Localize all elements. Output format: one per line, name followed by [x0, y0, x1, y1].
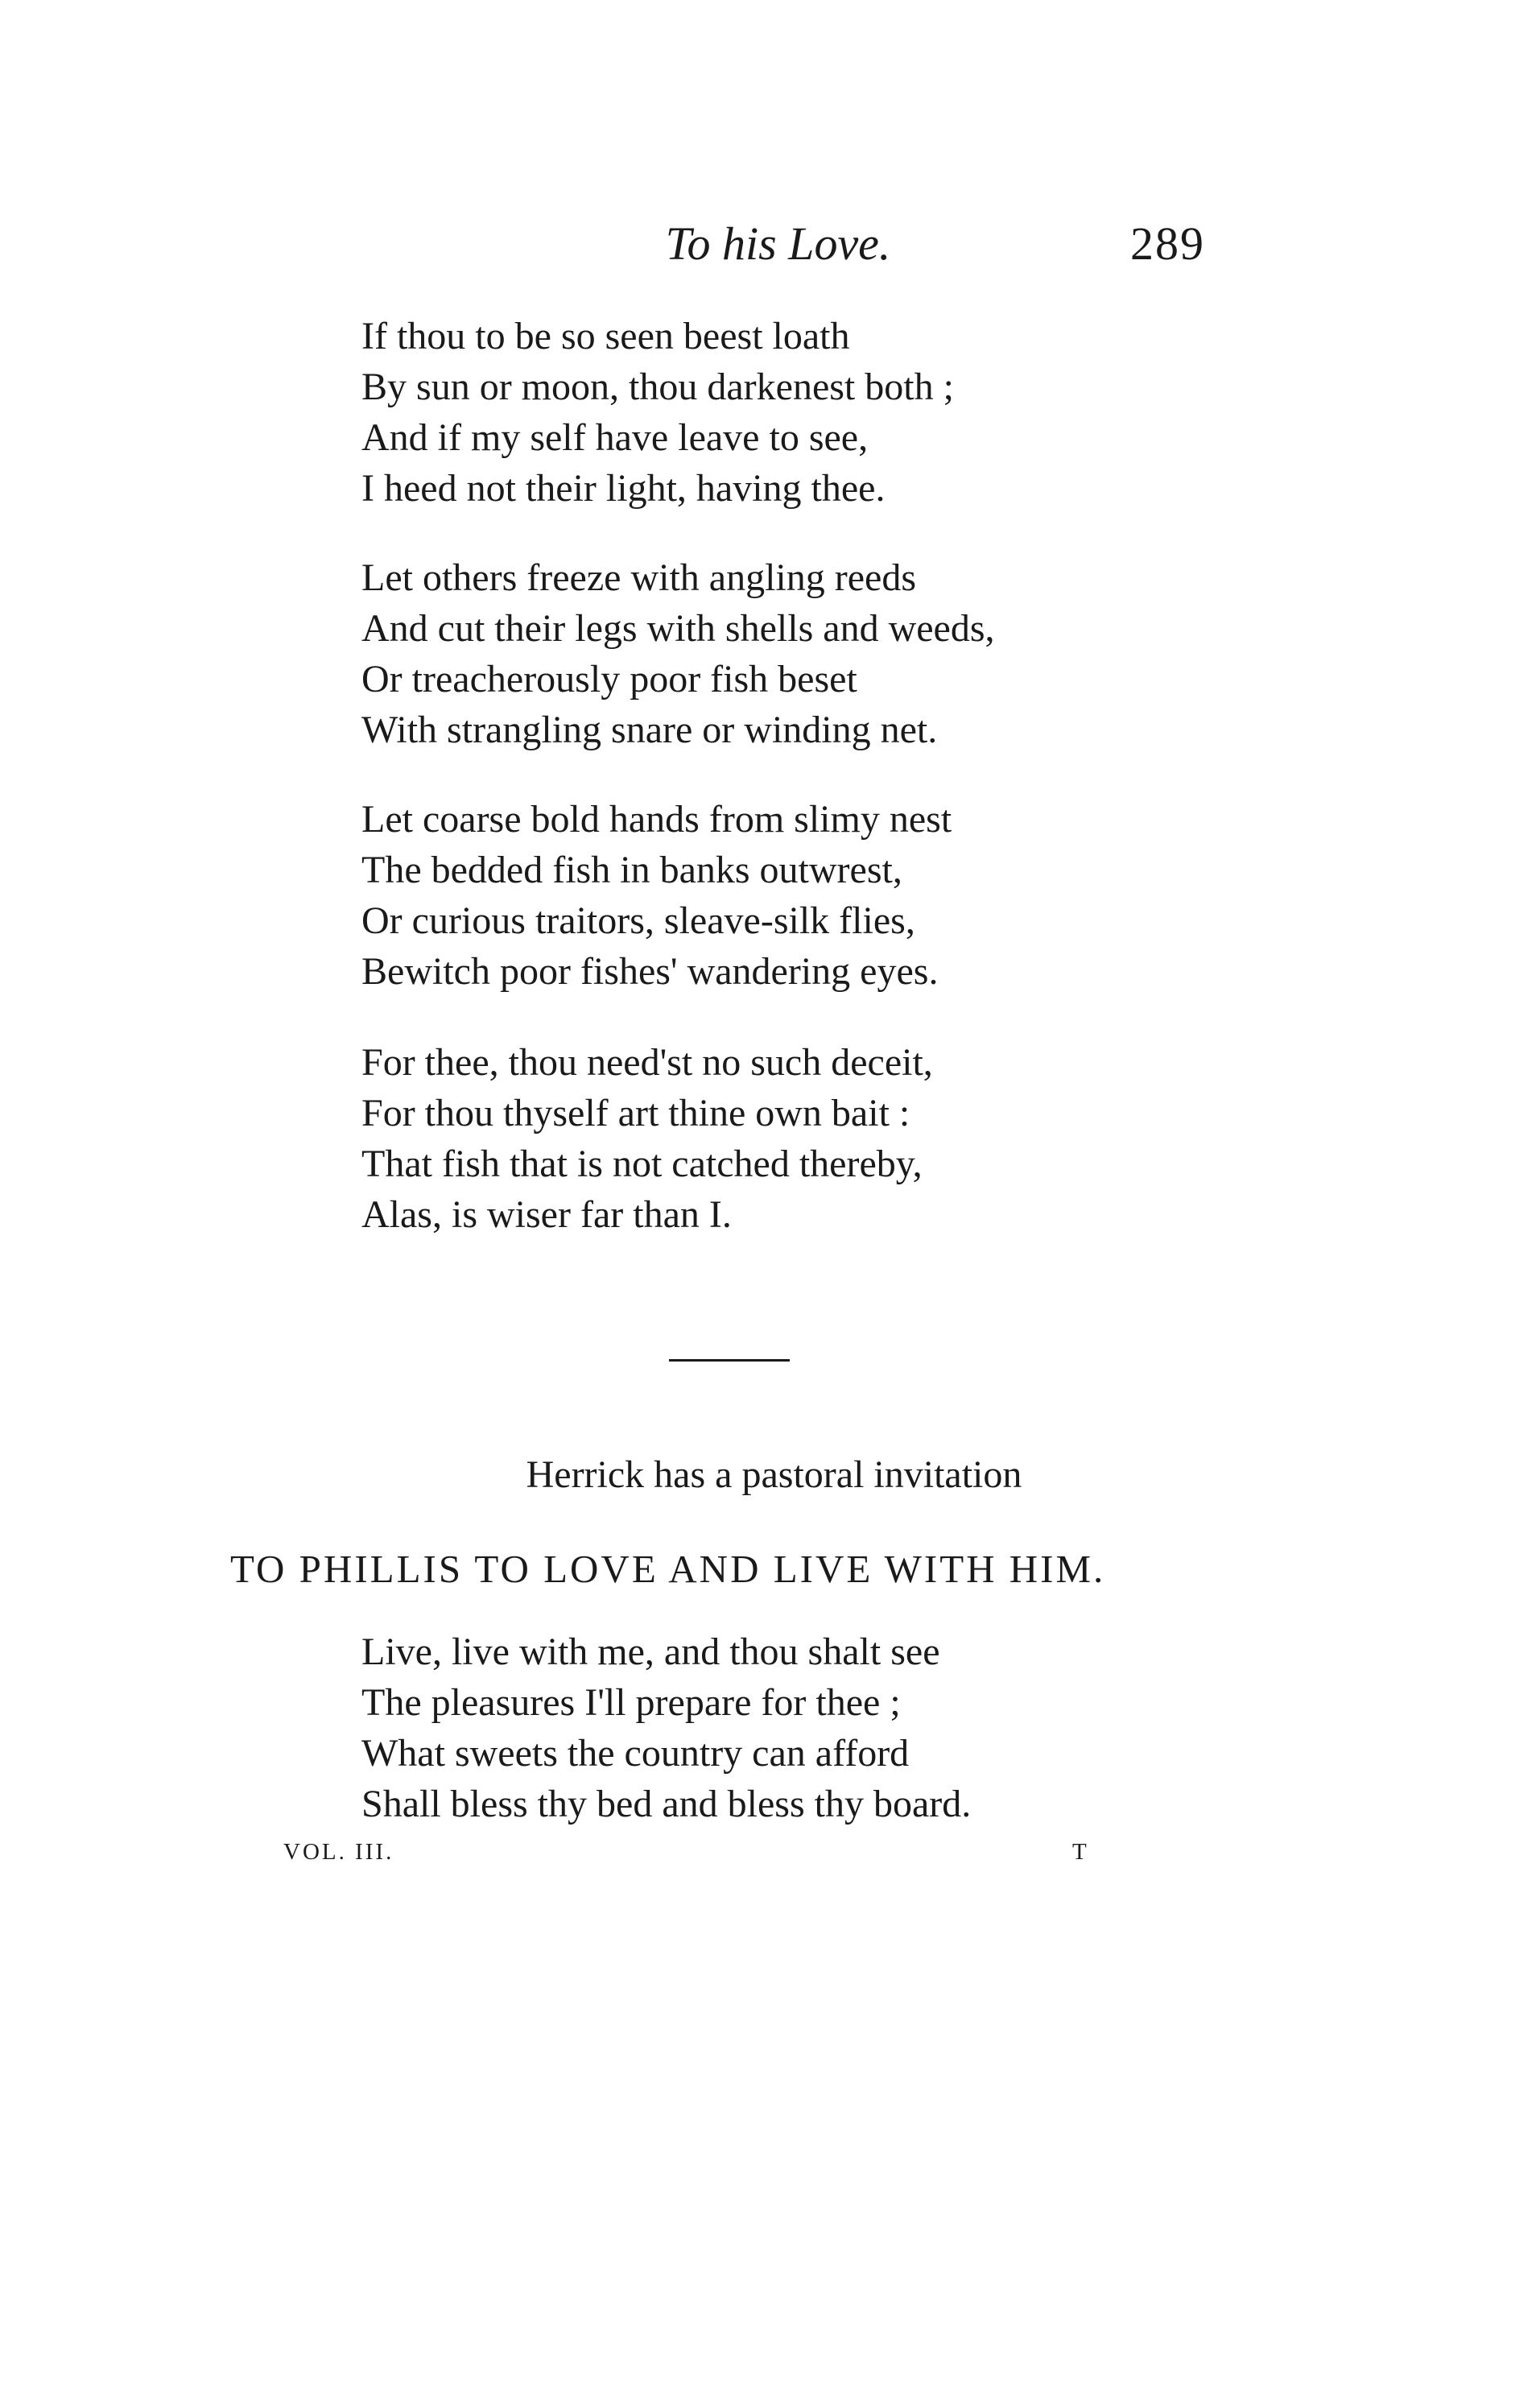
verse-line: That fish that is not catched thereby, — [361, 1143, 923, 1185]
stanza-3 — [361, 794, 952, 997]
verse-line: By sun or moon, thou darkenest both ; — [361, 366, 954, 408]
verse-line: Live, live with me, and thou shalt see — [361, 1630, 940, 1673]
running-title: To his Love. — [665, 217, 891, 270]
stanza-2 — [361, 552, 995, 755]
stanza-1 — [361, 311, 954, 514]
verse-line: The pleasures I'll prepare for thee ; — [361, 1681, 901, 1724]
verse-line: Or curious traitors, sleave-silk flies, — [361, 899, 915, 942]
verse-line: If thou to be so seen beest loath — [361, 315, 850, 357]
verse-line: Bewitch poor fishes' wandering eyes. — [361, 950, 939, 993]
intro-note: Herrick has a pastoral invitation — [526, 1453, 1022, 1496]
stanza-4 — [361, 1037, 933, 1240]
verse-line: With strangling snare or winding net. — [361, 709, 938, 751]
verse-line: For thee, thou need'st no such deceit, — [361, 1041, 933, 1084]
verse-line: And if my self have leave to see, — [361, 416, 869, 459]
volume-signature: VOL. III. — [283, 1839, 394, 1865]
verse-line: What sweets the country can afford — [361, 1732, 910, 1775]
verse-line: For thou thyself art thine own bait : — [361, 1092, 910, 1134]
verse-line: I heed not their light, having thee. — [361, 467, 886, 510]
poem-title: TO PHILLIS TO LOVE AND LIVE WITH HIM. — [230, 1547, 1106, 1591]
gathering-mark: T — [1072, 1839, 1089, 1865]
verse-line: The bedded fish in banks outwrest, — [361, 849, 902, 891]
verse-line: Let others freeze with angling reeds — [361, 556, 917, 599]
verse-line: Let coarse bold hands from slimy nest — [361, 798, 952, 841]
phillis-stanza — [361, 1626, 971, 1829]
page-number: 289 — [1130, 217, 1205, 270]
verse-line: Shall bless thy bed and bless thy board. — [361, 1783, 972, 1825]
verse-line: Alas, is wiser far than I. — [361, 1193, 732, 1236]
verse-line: Or treacherously poor fish beset — [361, 658, 857, 700]
section-divider — [669, 1359, 790, 1362]
verse-line: And cut their legs with shells and weeds, — [361, 607, 995, 650]
